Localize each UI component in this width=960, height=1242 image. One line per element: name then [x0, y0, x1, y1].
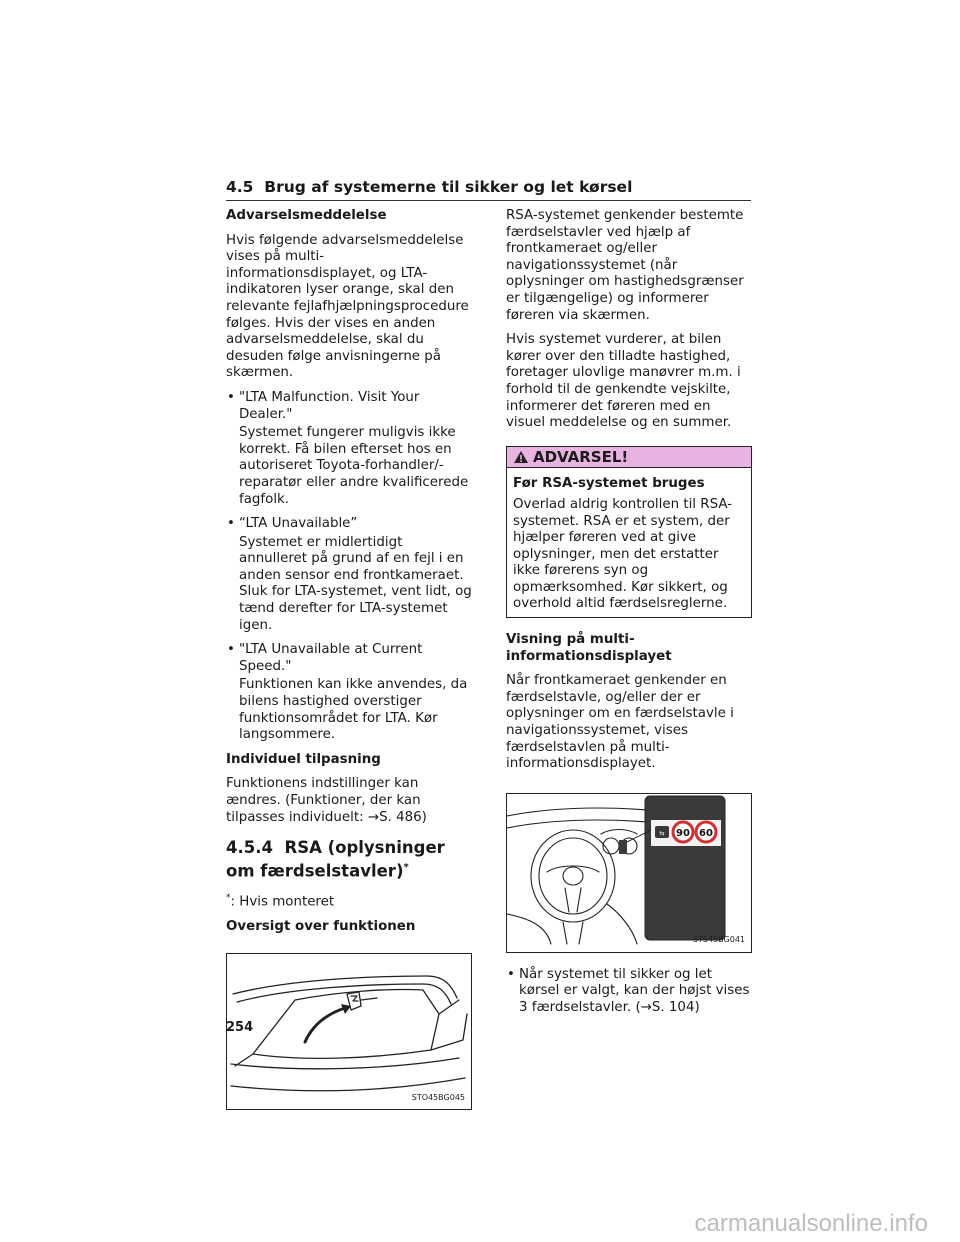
header-title: Brug af systemerne til sikker og let kørsel: [264, 178, 633, 196]
windshield-camera-figure: [226, 953, 472, 1110]
list-item-label: • “LTA Unavailable”: [226, 516, 472, 533]
footnote-mark: *: [226, 892, 231, 903]
right-column: [506, 208, 752, 1019]
warning-text: Overlad aldrig kontrollen til RSA-systemet. RSA er et system, der hjælper føreren ved at give oplysninger, men det erstatter ikke førerens syn og opmærksomhed. Kør sikkert, og overhold altid færdselsreglerne.: [513, 496, 733, 612]
list-item-label: • "LTA Unavailable at Current Speed.": [226, 642, 472, 675]
dashboard-display-figure: [506, 793, 752, 953]
svg-text:⇆: ⇆: [659, 829, 665, 837]
figure-caption: STS45BG041: [692, 935, 745, 945]
left-column: [226, 208, 472, 1110]
windshield-illustration: [227, 954, 471, 1109]
section-title-number: 4.5.4: [226, 838, 273, 858]
warning-header: [507, 447, 751, 469]
page-number: 254: [226, 1020, 254, 1035]
display-heading: Visning på multi-informationsdisplayet: [506, 632, 672, 664]
rsa-intro-text: RSA-systemet genkender bestemte færdselstavler ved hjælp af frontkameraet og/eller navigationssystemet (når oplysninger om hastighedsgrænser er tilgængelige) og informerer føreren via skærmen.: [506, 208, 744, 323]
warning-box: [506, 446, 752, 618]
section-title: [226, 838, 472, 882]
list-item-label: • "LTA Malfunction. Visit Your Dealer.": [226, 390, 472, 423]
warning-subtitle: Før RSA-systemet bruges: [513, 476, 705, 492]
footnote-marker: *: [403, 862, 409, 874]
overview-heading: Oversigt over funktionen: [226, 918, 416, 934]
section-number: 4.5: [226, 178, 254, 196]
warning-triangle-icon: [513, 450, 529, 464]
speed-sign-60: 60: [699, 827, 713, 839]
warning-body: [507, 468, 751, 617]
customization-text: Funktionens indstillinger kan ændres. (Funktioner, der kan tilpasses individuelt: →S. 486): [226, 776, 427, 825]
speed-sign-90: 90: [676, 827, 690, 839]
footnote-text: : Hvis monteret: [230, 894, 335, 910]
rsa-alert-text: Hvis systemet vurderer, at bilen kører over den tilladte hastighed, foretager ulovlige manøvrer m.m. i forhold til de genkendte vejskilte, informerer det føreren med en visuel meddelelse og en summer.: [506, 332, 741, 431]
display-text: Når frontkameraet genkender en færdselstavle, og/eller der er oplysninger om en færdselstavle i navigationssystemet, vises færdselstavlen på multi-informationsdisplayet.: [506, 673, 734, 772]
list-item-description: Funktionen kan ikke anvendes, da bilens hastighed overstiger funktionsområdet for LTA. Kør langsommere.: [239, 677, 468, 743]
page-header: [226, 178, 751, 201]
warning-title: ADVARSEL!: [533, 447, 629, 466]
footnote: [226, 890, 472, 911]
dashboard-illustration: [507, 794, 751, 952]
customization-heading: Individuel tilpasning: [226, 751, 381, 767]
watermark: carmanualsonline.info: [694, 1210, 928, 1237]
warning-message-intro: Hvis følgende advarselsmeddelelse vises på multi-informationsdisplayet, og LTA-indikatoren lyser orange, skal den relevante fejlafhjælpningsprocedure følges. Hvis der vises en anden advarselsmeddelelse, skal du desuden følge anvisningerne på skærmen.: [226, 232, 469, 381]
list-item-description: Systemet er midlertidigt annulleret på grund af en fejl i en anden sensor end frontkameraet. Sluk for LTA-systemet, vent lidt, og tænd derefter for LTA-systemet igen.: [239, 534, 472, 633]
list-item-description: Systemet fungerer muligvis ikke korrekt. Få bilen efterset hos en autoriseret Toyota-forhandler/-reparatør eller andre kvalificerede fagfolk.: [239, 425, 469, 507]
figure-caption: STO45BG045: [411, 1092, 465, 1102]
warning-message-heading: Advarselsmeddelelse: [226, 208, 387, 223]
section-title-text: RSA (oplysninger om færdselstavler): [226, 838, 445, 881]
display-limit-note: • Når systemet til sikker og let kørsel er valgt, kan der højst vises 3 færdselstavler. (→S. 104): [506, 967, 752, 1017]
